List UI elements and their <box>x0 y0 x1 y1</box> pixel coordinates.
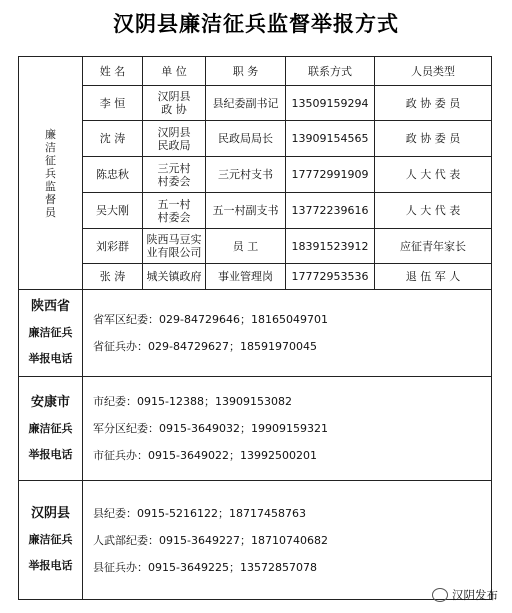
region-caption: 廉洁征兵 <box>28 326 73 339</box>
region-name: 安康市 <box>30 394 70 410</box>
watermark: 汉阴发布 <box>432 587 498 603</box>
page-title: 汉阴县廉洁征兵监督举报方式 <box>113 12 399 36</box>
hotline-entry[interactable]: 市征兵办：0915-3649022；13992500201 <box>93 449 317 462</box>
hotline-region-label <box>19 481 83 600</box>
supervisor-name: 沈 涛 <box>83 121 143 157</box>
supervisor-type: 退 伍 军 人 <box>375 264 492 290</box>
wechat-bubble-icon <box>432 588 448 602</box>
region-name: 陕西省 <box>30 299 70 314</box>
hotline-entry[interactable]: 军分区纪委：0915-3649032；19909159321 <box>93 422 328 435</box>
header-type: 人员类型 <box>375 57 492 86</box>
hotline-entry[interactable]: 县征兵办：0915-3649225；13572857078 <box>93 560 317 574</box>
region-caption: 举报电话 <box>28 352 73 365</box>
report-table <box>18 56 492 600</box>
supervisor-type: 政 协 委 员 <box>375 121 492 157</box>
header-row <box>19 57 492 86</box>
supervisor-unit: 陕西马豆实 业有限公司 <box>143 229 206 264</box>
supervisor-position: 五一村副支书 <box>206 193 286 229</box>
hotline-numbers <box>83 377 492 481</box>
region-name: 汉阴县 <box>30 506 70 521</box>
supervisor-unit: 城关镇政府 <box>143 264 206 290</box>
supervisor-row <box>19 264 492 290</box>
hotline-entry[interactable]: 人武部纪委：0915-3649227；18710740682 <box>93 533 328 547</box>
supervisor-type: 人 大 代 表 <box>375 157 492 193</box>
region-caption: 举报电话 <box>28 447 73 461</box>
supervisor-type: 应征青年家长 <box>375 229 492 264</box>
header-unit: 单 位 <box>143 57 206 86</box>
supervisor-name: 李 恒 <box>83 86 143 121</box>
region-caption: 举报电话 <box>28 559 73 572</box>
supervisor-position: 员 工 <box>206 229 286 264</box>
supervisor-phone: 17772953536 <box>286 264 375 290</box>
supervisor-name: 刘彩群 <box>83 229 143 264</box>
header-contact: 联系方式 <box>286 57 375 86</box>
supervisor-position: 县纪委副书记 <box>206 86 286 121</box>
hotline-region-label <box>19 290 83 377</box>
hotline-row <box>19 377 492 481</box>
supervisor-unit: 汉阴县 民政局 <box>143 121 206 157</box>
hotline-row <box>19 290 492 377</box>
header-position: 职 务 <box>206 57 286 86</box>
supervisor-row <box>19 86 492 121</box>
supervisor-phone: 17772991909 <box>286 157 375 193</box>
supervisor-name: 陈忠秋 <box>83 157 143 193</box>
hotline-entry[interactable]: 县纪委：0915-5216122；18717458763 <box>93 506 306 520</box>
header-name: 姓 名 <box>83 57 143 86</box>
supervisor-position: 三元村支书 <box>206 157 286 193</box>
supervisor-phone: 18391523912 <box>286 229 375 264</box>
supervisor-name: 吴大刚 <box>83 193 143 229</box>
supervisor-name: 张 涛 <box>83 264 143 290</box>
supervisor-unit: 汉阴县 政 协 <box>143 86 206 121</box>
region-caption: 廉洁征兵 <box>28 533 73 546</box>
hotline-numbers <box>83 290 492 377</box>
supervisor-row <box>19 157 492 193</box>
supervisor-phone: 13909154565 <box>286 121 375 157</box>
supervisor-row <box>19 121 492 157</box>
supervisor-side-label: 廉 洁 征 兵 监 督 员 <box>19 57 83 290</box>
hotline-entry[interactable]: 省军区纪委：029-84729646；18165049701 <box>93 313 328 326</box>
hotline-numbers <box>83 481 492 600</box>
supervisor-unit: 五一村 村委会 <box>143 193 206 229</box>
supervisor-phone: 13509159294 <box>286 86 375 121</box>
supervisor-row <box>19 193 492 229</box>
hotline-entry[interactable]: 市纪委：0915-12388；13909153082 <box>93 395 292 408</box>
region-caption: 廉洁征兵 <box>28 421 73 435</box>
hotline-entry[interactable]: 省征兵办：029-84729627；18591970045 <box>93 340 317 353</box>
supervisor-type: 政 协 委 员 <box>375 86 492 121</box>
supervisor-position: 事业管理岗 <box>206 264 286 290</box>
supervisor-phone: 13772239616 <box>286 193 375 229</box>
supervisor-type: 人 大 代 表 <box>375 193 492 229</box>
supervisor-unit: 三元村 村委会 <box>143 157 206 193</box>
supervisor-row <box>19 229 492 264</box>
supervisor-position: 民政局局长 <box>206 121 286 157</box>
hotline-region-label <box>19 377 83 481</box>
hotline-row <box>19 481 492 600</box>
